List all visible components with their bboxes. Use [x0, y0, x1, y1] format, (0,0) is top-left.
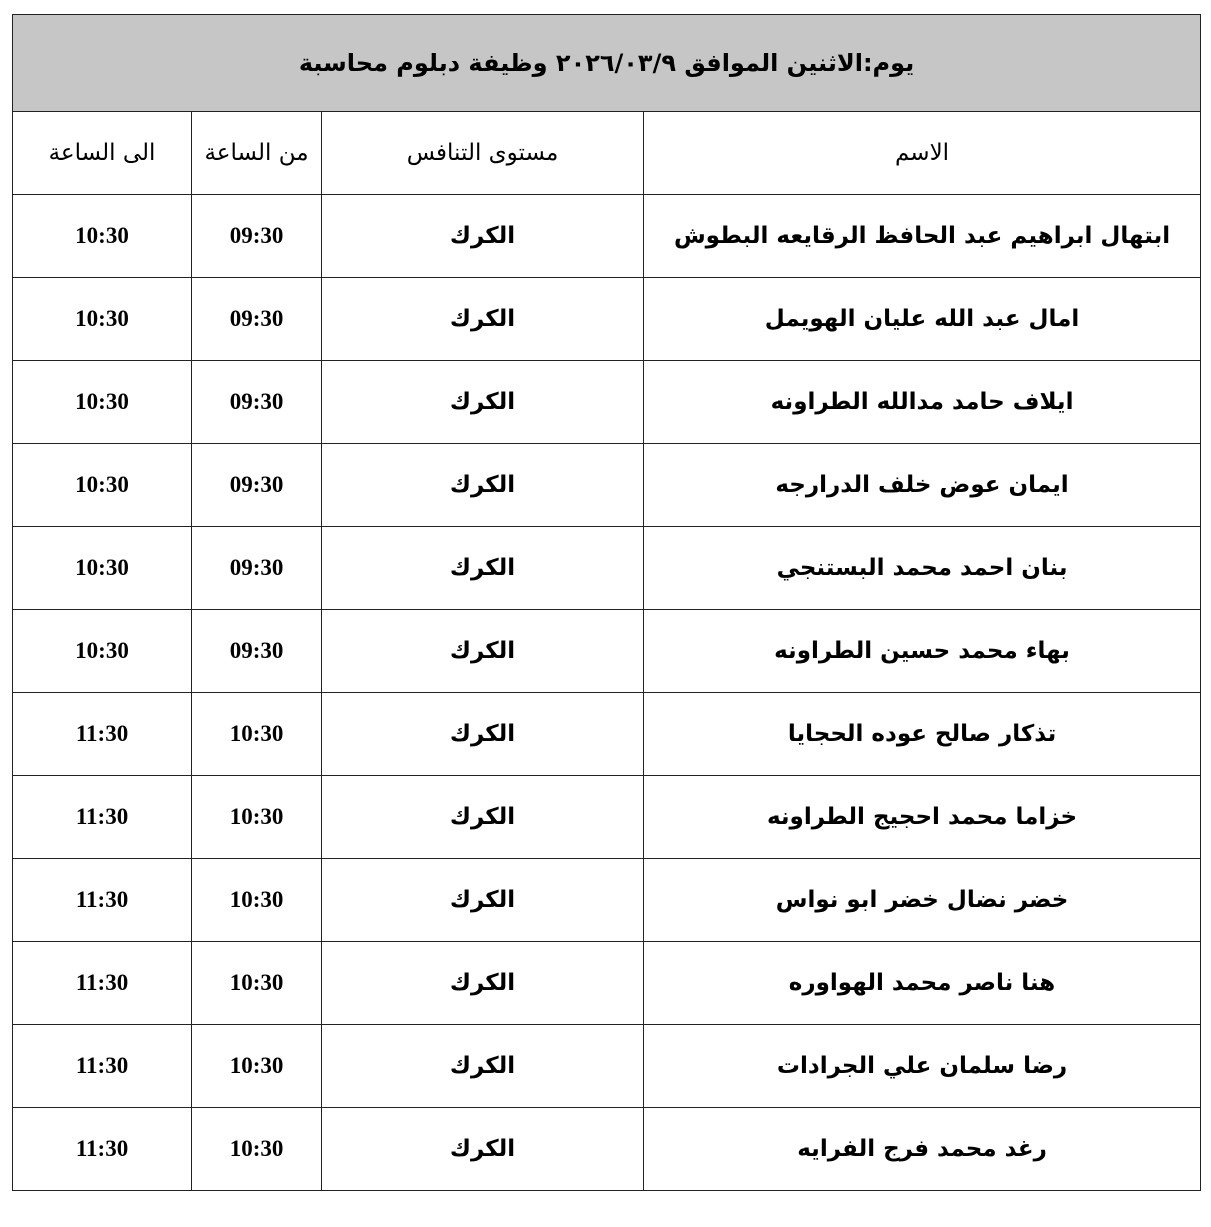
header-name: الاسم	[644, 112, 1201, 195]
table-row	[13, 361, 1201, 444]
name-cell: رضا سلمان علي الجرادات	[644, 1025, 1201, 1108]
to-time-cell: 11:30	[13, 776, 192, 859]
from-time-cell: 09:30	[192, 610, 322, 693]
to-time-cell: 10:30	[13, 278, 192, 361]
table-row	[13, 527, 1201, 610]
from-time-cell: 10:30	[192, 859, 322, 942]
to-time-cell: 10:30	[13, 527, 192, 610]
from-time-cell: 09:30	[192, 361, 322, 444]
level-cell: الكرك	[322, 278, 644, 361]
level-cell: الكرك	[322, 444, 644, 527]
name-cell: ايمان عوض خلف الدرارجه	[644, 444, 1201, 527]
from-time-cell: 09:30	[192, 527, 322, 610]
table-row	[13, 1025, 1201, 1108]
from-time-cell: 10:30	[192, 1025, 322, 1108]
title-row	[13, 15, 1201, 112]
table-row	[13, 1108, 1201, 1191]
to-time-cell: 11:30	[13, 1108, 192, 1191]
name-cell: ايلاف حامد مدالله الطراونه	[644, 361, 1201, 444]
header-level: مستوى التنافس	[322, 112, 644, 195]
to-time-cell: 10:30	[13, 195, 192, 278]
from-time-cell: 09:30	[192, 444, 322, 527]
to-time-cell: 10:30	[13, 361, 192, 444]
table-row	[13, 942, 1201, 1025]
table-title: يوم:الاثنين الموافق ٢٠٢٦/٠٣/٩ وظيفة دبلوم محاسبة	[13, 15, 1201, 112]
table-row	[13, 610, 1201, 693]
header-to: الى الساعة	[13, 112, 192, 195]
name-cell: تذكار صالح عوده الحجايا	[644, 693, 1201, 776]
name-cell: خضر نضال خضر ابو نواس	[644, 859, 1201, 942]
name-cell: بهاء محمد حسين الطراونه	[644, 610, 1201, 693]
table-row	[13, 444, 1201, 527]
name-cell: خزاما محمد احجيج الطراونه	[644, 776, 1201, 859]
table-row	[13, 278, 1201, 361]
level-cell: الكرك	[322, 527, 644, 610]
name-cell: هنا ناصر محمد الهواوره	[644, 942, 1201, 1025]
table-row	[13, 776, 1201, 859]
schedule-table	[12, 14, 1201, 1191]
level-cell: الكرك	[322, 859, 644, 942]
level-cell: الكرك	[322, 776, 644, 859]
from-time-cell: 09:30	[192, 278, 322, 361]
header-from: من الساعة	[192, 112, 322, 195]
to-time-cell: 10:30	[13, 444, 192, 527]
to-time-cell: 11:30	[13, 693, 192, 776]
name-cell: بنان احمد محمد البستنجي	[644, 527, 1201, 610]
from-time-cell: 10:30	[192, 1108, 322, 1191]
table-row	[13, 859, 1201, 942]
to-time-cell: 11:30	[13, 859, 192, 942]
header-row	[13, 112, 1201, 195]
level-cell: الكرك	[322, 693, 644, 776]
level-cell: الكرك	[322, 361, 644, 444]
level-cell: الكرك	[322, 195, 644, 278]
name-cell: رغد محمد فرج الفرايه	[644, 1108, 1201, 1191]
level-cell: الكرك	[322, 610, 644, 693]
table-row	[13, 195, 1201, 278]
table-row	[13, 693, 1201, 776]
from-time-cell: 10:30	[192, 942, 322, 1025]
level-cell: الكرك	[322, 1108, 644, 1191]
level-cell: الكرك	[322, 942, 644, 1025]
from-time-cell: 10:30	[192, 776, 322, 859]
to-time-cell: 11:30	[13, 942, 192, 1025]
name-cell: امال عبد الله عليان الهويمل	[644, 278, 1201, 361]
to-time-cell: 10:30	[13, 610, 192, 693]
from-time-cell: 09:30	[192, 195, 322, 278]
level-cell: الكرك	[322, 1025, 644, 1108]
to-time-cell: 11:30	[13, 1025, 192, 1108]
from-time-cell: 10:30	[192, 693, 322, 776]
name-cell: ابتهال ابراهيم عبد الحافظ الرقايعه البطوش	[644, 195, 1201, 278]
